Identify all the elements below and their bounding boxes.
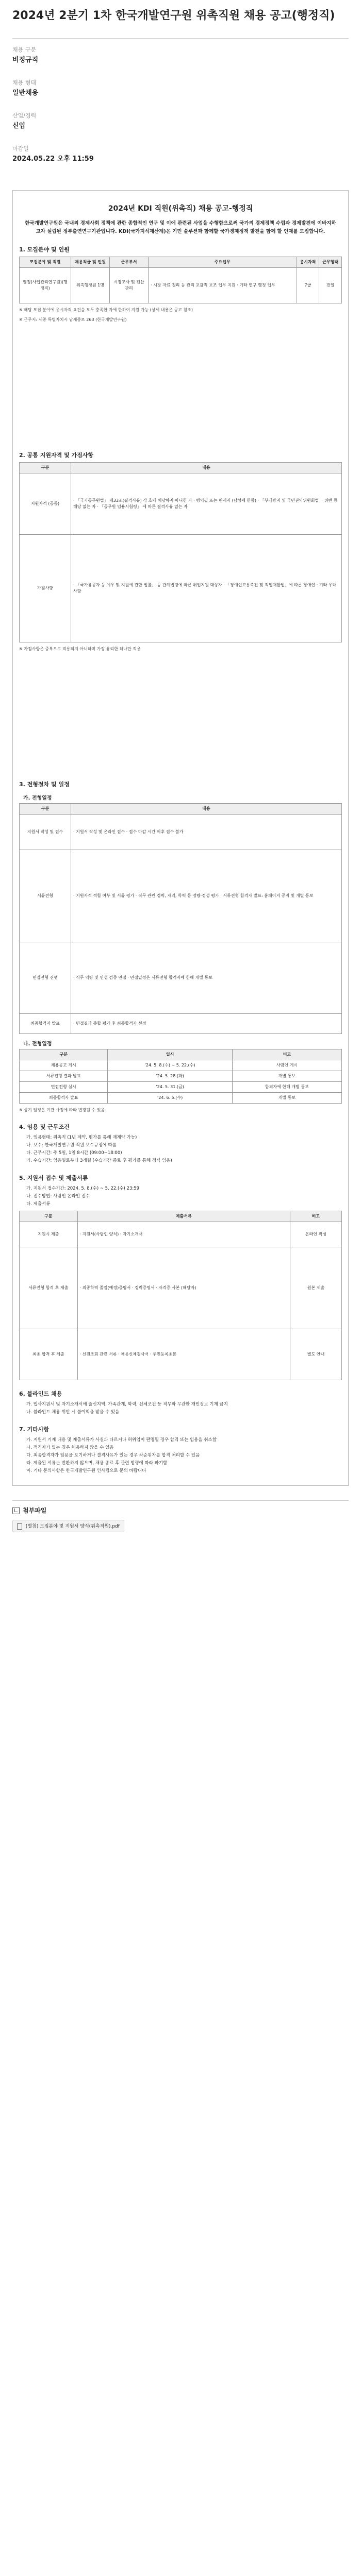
table-header: 내용 xyxy=(71,804,342,815)
table-row xyxy=(20,1222,342,1247)
table-cell: · 지원자격 적합 여부 및 서류 평가 · 직무 관련 경력, 자격, 학력 등 정량·정성 평가 · 서류전형 합격자 발표: 홈페이지 공지 및 개별 통보 xyxy=(71,850,342,942)
table-header: 일시 xyxy=(108,1049,232,1060)
table-row xyxy=(20,1071,342,1082)
table-header-row xyxy=(20,1211,342,1222)
meta-item xyxy=(12,145,349,164)
list-item: 라. 제출된 서류는 반환하지 않으며, 채용 종료 후 관련 법령에 따라 파기함 xyxy=(26,1461,168,1466)
table-cell: 서류전형 합격 후 제출 xyxy=(20,1247,78,1329)
table-cell: · 「국가유공자 등 예우 및 지원에 관한 법률」 등 관계법령에 따른 취업지원 대상자 · 「장애인고용촉진 및 직업재활법」에 따른 장애인 · 기타 우대 사항 xyxy=(71,535,342,642)
table-header: 응시자격 xyxy=(297,257,319,268)
table-header: 구분 xyxy=(20,1049,108,1060)
table-cell: · 지원서(사람인 양식) · 자기소개서 xyxy=(77,1222,290,1247)
table-row xyxy=(20,1329,342,1380)
table-header: 비고 xyxy=(290,1211,342,1222)
table-header: 구분 xyxy=(20,463,71,473)
qualification-table xyxy=(19,462,342,642)
attachments-section xyxy=(12,1500,349,1532)
table-cell: · 신원조회 관련 서류 · 채용신체검사서 · 주민등록초본 xyxy=(77,1329,290,1380)
table-row xyxy=(20,1093,342,1104)
list-item: 가. 지원서 기재 내용 및 제출서류가 사실과 다르거나 허위임이 판명될 경우 합격 또는 임용을 취소함 xyxy=(26,1437,217,1443)
spacer xyxy=(19,652,342,771)
section-title: 6. 블라인드 채용 xyxy=(19,1391,62,1397)
list-item: 가. 임용형태: 위촉직 (1년 계약, 평가를 통해 재계약 가능) xyxy=(26,1135,137,1140)
file-icon xyxy=(17,1523,22,1530)
table-cell: 전일 xyxy=(319,268,342,303)
table-cell: 사람인 게시 xyxy=(232,1060,341,1071)
list-item: 마. 기타 문의사항은 한국개발연구원 인사팀으로 문의 바랍니다 xyxy=(26,1468,146,1473)
table-cell: 서류전형 결과 발표 xyxy=(20,1071,108,1082)
note-text: ※ 근무지: 세종 특별자치시 남세종로 263 (한국개발연구원) xyxy=(19,317,127,322)
table-cell: 지원시 제출 xyxy=(20,1222,78,1247)
table-row xyxy=(20,942,342,1014)
section-title: 1. 모집분야 및 인원 xyxy=(19,246,70,253)
table-header: 내용 xyxy=(71,463,342,473)
meta-item xyxy=(12,112,349,131)
table-cell: '24. 6. 5.(수) xyxy=(108,1093,232,1104)
schedule-table xyxy=(19,1049,342,1104)
table-cell: 서류전형 xyxy=(20,850,71,942)
table-cell: 면접전형 진행 xyxy=(20,942,71,1014)
meta-value: 2024.05.22 오후 11:59 xyxy=(12,155,94,163)
table-row xyxy=(20,1060,342,1071)
table-cell: 개별 통보 xyxy=(232,1071,341,1082)
attachments-header xyxy=(12,1506,349,1515)
table-cell: 지원자격 (공통) xyxy=(20,473,71,535)
attachment-file-name: [별첨] 모집분야 및 지원서 양식(위촉직원).pdf xyxy=(25,1524,120,1529)
table-header-row xyxy=(20,463,342,473)
table-header: 근무형태 xyxy=(319,257,342,268)
subsection-title: 가. 전형일정 xyxy=(23,795,52,801)
table-cell: 7급 xyxy=(297,268,319,303)
table-cell: 최종합격자 발표 xyxy=(20,1014,71,1034)
table-cell: 최종 합격 후 제출 xyxy=(20,1329,78,1380)
bullet-list xyxy=(26,1401,342,1416)
meta-label: 채용 형태 xyxy=(12,79,37,86)
table-cell: 개별 통보 xyxy=(232,1093,341,1104)
meta-label: 마감일 xyxy=(12,145,29,152)
bullet-list xyxy=(26,1436,342,1475)
meta-value: 신입 xyxy=(12,122,26,130)
table-cell: 원본 제출 xyxy=(290,1247,342,1329)
meta-item xyxy=(12,46,349,65)
post-meta xyxy=(12,38,349,187)
table-row xyxy=(20,1014,342,1034)
attachments-label: 첨부파일 xyxy=(23,1507,47,1514)
announcement-document xyxy=(12,190,349,1486)
table-cell: 별도 안내 xyxy=(290,1329,342,1380)
attachment-file-link[interactable] xyxy=(12,1520,124,1532)
meta-value: 비정규직 xyxy=(12,56,39,64)
bullet-list xyxy=(26,1185,342,1208)
bullet-list xyxy=(26,1134,342,1164)
process-table xyxy=(19,803,342,1034)
section-title: 5. 지원서 접수 및 제출서류 xyxy=(19,1175,88,1181)
table-header-row xyxy=(20,1049,342,1060)
table-header: 비고 xyxy=(232,1049,341,1060)
subsection-title: 나. 전형일정 xyxy=(23,1041,52,1047)
table-cell: 채용공고 게시 xyxy=(20,1060,108,1071)
list-item: 다. 근무시간: 주 5일, 1일 8시간 (09:00~18:00) xyxy=(26,1150,122,1156)
table-row xyxy=(20,850,342,942)
list-item: 라. 수습기간: 임용일로부터 3개월 (수습기간 종료 후 평가를 통해 정식 임용) xyxy=(26,1158,172,1163)
table-header: 근무부서 xyxy=(110,257,149,268)
table-row xyxy=(20,1247,342,1329)
section-title: 3. 전형절차 및 일정 xyxy=(19,781,70,788)
table-cell: '24. 5. 8.(수) ~ 5. 22.(수) xyxy=(108,1060,232,1071)
table-cell: 행정(사업관리연구원)(행정직) xyxy=(20,268,71,303)
table-header: 모집분야 및 직렬 xyxy=(20,257,71,268)
table-cell: · 직무 역량 및 인성 검증 면접 · 면접일정은 서류전형 합격자에 한해 개별 통보 xyxy=(71,942,342,1014)
table-row xyxy=(20,1082,342,1093)
note-text: ※ 가점사항은 중복으로 적용되지 아니하며 가장 유리한 하나만 적용 xyxy=(19,647,141,651)
table-cell: · 최종학력 졸업(예정)증명서 · 경력증명서 · 자격증 사본 (해당자) xyxy=(77,1247,290,1329)
spacer xyxy=(19,323,342,442)
documents-table xyxy=(19,1211,342,1380)
document-title: 2024년 KDI 직원(위촉직) 채용 공고-행정직 xyxy=(108,205,253,213)
list-item: 나. 적격자가 없는 경우 채용하지 않을 수 있음 xyxy=(26,1445,114,1450)
table-cell: 지원서 작성 및 접수 xyxy=(20,815,71,850)
table-cell: · 시장 자료 정리 등 관리 포괄적 보조 업무 지원 · 기타 연구 행정 업무 xyxy=(149,268,297,303)
recruit-table xyxy=(19,257,342,303)
list-item: 가. 입사지원서 및 자기소개서에 출신지역, 가족관계, 학력, 신체조건 등 직무와 무관한 개인정보 기재 금지 xyxy=(26,1402,228,1407)
section-title: 2. 공통 지원자격 및 가점사항 xyxy=(19,452,94,459)
note-text: ※ 해당 모집 분야에 응시자격 요건을 모두 충족한 자에 한하여 지원 가능 (상세 내용은 공고 참조) xyxy=(19,308,193,312)
list-item: 다. 최종합격자가 임용을 포기하거나 결격사유가 있는 경우 차순위자를 합격 처리할 수 있음 xyxy=(26,1453,200,1458)
note-text: ※ 상기 일정은 기관 사정에 따라 변경될 수 있음 xyxy=(19,1108,105,1112)
table-header: 구분 xyxy=(20,1211,78,1222)
table-row xyxy=(20,268,342,303)
list-item: 가. 지원서 접수기간: 2024. 5. 8.(수) ~ 5. 22.(수) 23:59 xyxy=(26,1186,140,1191)
list-item: 다. 제출서류 xyxy=(26,1201,51,1207)
post-title: 2024년 2분기 1차 한국개발연구원 위촉직원 채용 공고(행정직) xyxy=(12,9,335,22)
table-header: 구분 xyxy=(20,804,71,815)
meta-value: 일반채용 xyxy=(12,89,39,97)
page-wrapper xyxy=(12,0,349,1532)
table-cell: · 면접결과 종합 평가 후 최종합격자 선정 xyxy=(71,1014,342,1034)
table-header-row xyxy=(20,257,342,268)
table-header: 채용직급 및 인원 xyxy=(71,257,110,268)
table-cell: '24. 5. 31.(금) xyxy=(108,1082,232,1093)
table-cell: 면접전형 실시 xyxy=(20,1082,108,1093)
table-header: 주요업무 xyxy=(149,257,297,268)
table-cell: 최종합격자 발표 xyxy=(20,1093,108,1104)
table-row xyxy=(20,815,342,850)
table-cell: · 지원서 작성 및 온라인 접수 · 접수 마감 시간 이후 접수 불가 xyxy=(71,815,342,850)
list-item: 나. 보수: 한국개발연구원 직원 보수규정에 따름 xyxy=(26,1143,117,1148)
section-title: 4. 임용 및 근무조건 xyxy=(19,1124,70,1130)
table-header-row xyxy=(20,804,342,815)
document-intro: 한국개발연구원은 국내외 경제사회 정책에 관한 종합적인 연구 및 이에 관련된 사업을 수행함으로써 국가의 경제정책 수립과 경제발전에 이바지하고자 설립된 정부출연연구기관입니다. KDI(국가지식재산계)은 기민 솔루션과 함께할 국가경제정책 발전을 함께 할 인재를 모집합니다. xyxy=(25,221,336,234)
section-title: 7. 기타사항 xyxy=(19,1426,50,1433)
table-header: 제출서류 xyxy=(77,1211,290,1222)
table-row xyxy=(20,473,342,535)
list-item: 나. 접수방법: 사람인 온라인 접수 xyxy=(26,1194,90,1199)
attachment-icon xyxy=(12,1507,20,1514)
table-cell: '24. 5. 28.(화) xyxy=(108,1071,232,1082)
table-cell: 합격자에 한해 개별 통보 xyxy=(232,1082,341,1093)
table-cell: 가점사항 xyxy=(20,535,71,642)
table-cell: 온라인 작성 xyxy=(290,1222,342,1247)
meta-item xyxy=(12,79,349,98)
table-cell: 시장조사 및 전산관리 xyxy=(110,268,149,303)
meta-label: 산업/경력 xyxy=(12,112,37,119)
table-cell: · 「국가공무원법」 제33조(결격사유) 각 호에 해당하지 아니한 자 · 병역필 또는 면제자 (남성에 한함) · 「부패방지 및 국민권익위원회법」 위반 등 해당 없는 자 · 「공무원 임용시험령」 에 따른 결격사유 없는 자 xyxy=(71,473,342,535)
table-cell: 위촉행정원 1명 xyxy=(71,268,110,303)
table-row xyxy=(20,535,342,642)
list-item: 나. 블라인드 채용 위반 시 불이익을 받을 수 있음 xyxy=(26,1410,120,1415)
meta-label: 채용 구분 xyxy=(12,46,37,53)
